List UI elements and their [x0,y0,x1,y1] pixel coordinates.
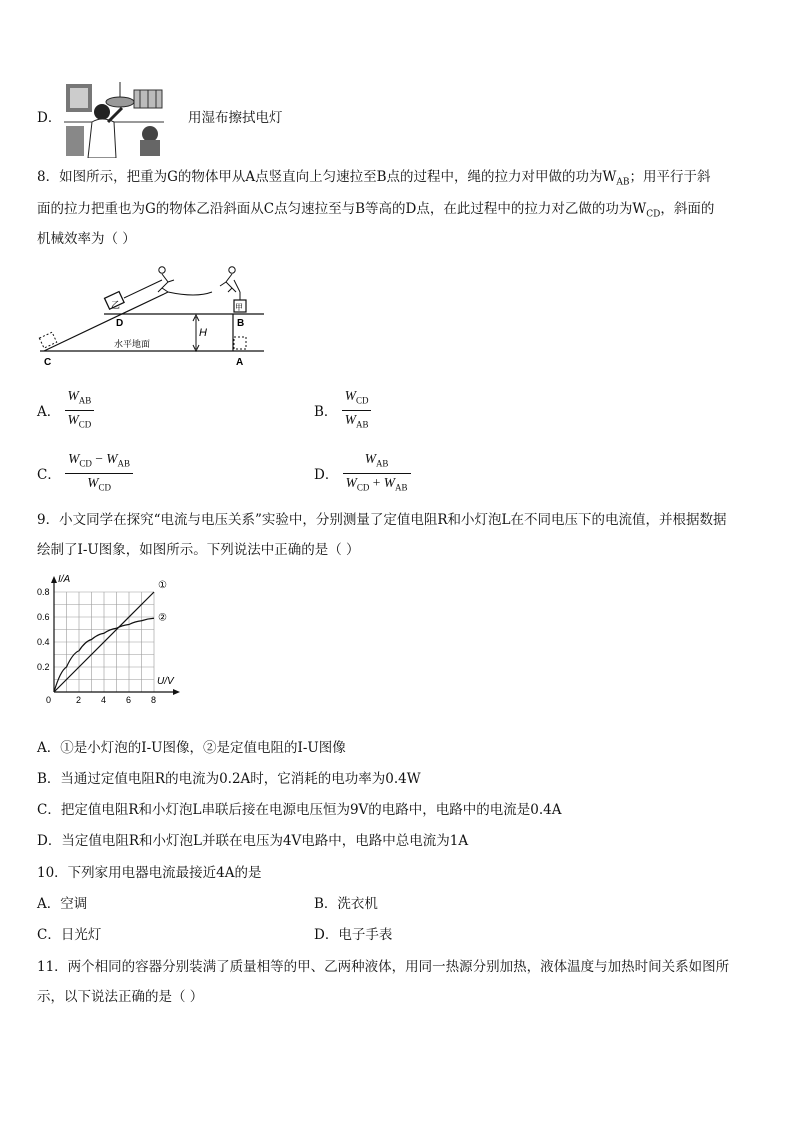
q8-label-a: A [236,357,244,368]
chart-x-tick-label: 2 [76,695,82,705]
q8-option-a[interactable]: A． $\frac{W_{AB}}{W_{CD}}$ [37,387,94,433]
chart-series-label: ① [158,580,167,591]
q11-stem-line1: 11．两个相同的容器分别装满了质量相等的甲、乙两种液体，用同一热源分别加热，液体温度与加热时间关系如图所 [37,959,730,975]
q8-stem-line2 [37,200,714,224]
q8-stem-line3: 机械效率为（ ） [37,231,136,247]
chart-series-label: ② [158,612,167,624]
chart-y-tick-label: 0.2 [37,662,50,672]
chart-x-tick-label: 6 [126,695,132,705]
q9-option-b[interactable]: B．当通过定值电阻R的电流为0.2A时，它消耗的电功率为0.4W [37,771,421,787]
q8-label-h: H [199,327,207,339]
q8-option-b[interactable]: B． $\frac{W_{CD}}{W_{AB}}$ [314,387,371,433]
q8-label-d: D [116,318,124,329]
q8-option-b-letter: B． [314,404,338,421]
q8-stem-line2-sub: CD [646,209,661,220]
q8-stem-line2-text: 面的拉力把重也为G的物体乙沿斜面从C点匀速拉至与B等高的D点，在此过程中的拉力对乙做的功为W [37,201,647,217]
chart-x-tick-label: 4 [101,695,107,705]
q10-stem: 10．下列家用电器电流最接近4A的是 [37,865,262,881]
q8-label-c: C [44,357,52,368]
chart-y-arrow [51,576,57,583]
q8-option-d-letter: D． [314,467,339,484]
q10-option-a[interactable]: A．空调 [37,896,88,912]
q10-option-c[interactable]: C．日光灯 [37,927,102,943]
chart-y-tick-label: 0.8 [37,587,50,597]
q8-label-ground: 水平地面 [114,339,151,349]
chart-y-tick-label: 0.4 [37,637,50,647]
q8-label-b: B [237,318,245,329]
q8-option-c[interactable]: C． $\frac{W_{CD} - W_{AB}}{W_{CD}}$ [37,450,133,496]
q9-option-a[interactable]: A．①是小灯泡的I-U图像，②是定值电阻的I-U图像 [37,740,346,756]
q9-iu-chart [34,572,184,710]
chart-origin-label: 0 [46,695,52,705]
chart-x-label: U/V [157,676,174,687]
q8-label-yi: 乙 [111,300,121,310]
q8-incline-figure [36,262,270,372]
q11-stem-line2: 示，以下说法正确的是（ ） [37,989,204,1005]
q8-option-a-letter: A． [37,404,61,421]
chart-x-arrow [173,689,180,695]
q9-option-d[interactable]: D．当定值电阻R和小灯泡L并联在电压为4V电路中，电路中总电流为1A [37,833,469,849]
chart-y-label: I/A [58,574,71,585]
q8-stem-line2-tail: ，斜面的 [660,201,715,217]
q7-option-d-text: 用湿布擦拭电灯 [188,110,283,126]
chart-y-tick-label: 0.6 [37,612,50,622]
q8-option-d[interactable]: D． $\frac{W_{AB}}{W_{CD} + W_{AB}}$ [314,450,411,496]
chart-x-tick-label: 8 [151,695,157,705]
q8-stem-line1-tail: ；用平行于斜 [629,169,711,185]
q9-stem-line1: 9．小文同学在探究“电流与电压关系”实验中，分别测量了定值电阻R和小灯泡L在不同电压下的电流值，并根据数据 [37,512,727,528]
q7-option-d-illustration [64,82,164,158]
q8-stem-line1-text: 8．如图所示，把重为G的物体甲从A点竖直向上匀速拉至B点的过程中，绳的拉力对甲做的功为W [37,169,617,185]
q10-option-b[interactable]: B．洗衣机 [314,896,378,912]
q8-stem-line1 [37,168,711,192]
q7-option-d-letter: D． [37,110,62,126]
q8-stem-line1-sub: AB [616,177,630,188]
q8-option-c-letter: C． [37,467,61,484]
q10-option-d[interactable]: D．电子手表 [314,927,393,943]
q9-option-c[interactable]: C．把定值电阻R和小灯泡L串联后接在电源电压恒为9V的电路中，电路中的电流是0.4A [37,802,562,818]
q8-label-jia: 甲 [235,303,243,312]
q9-stem-line2: 绘制了I-U图象，如图所示。下列说法中正确的是（ ） [37,542,360,558]
